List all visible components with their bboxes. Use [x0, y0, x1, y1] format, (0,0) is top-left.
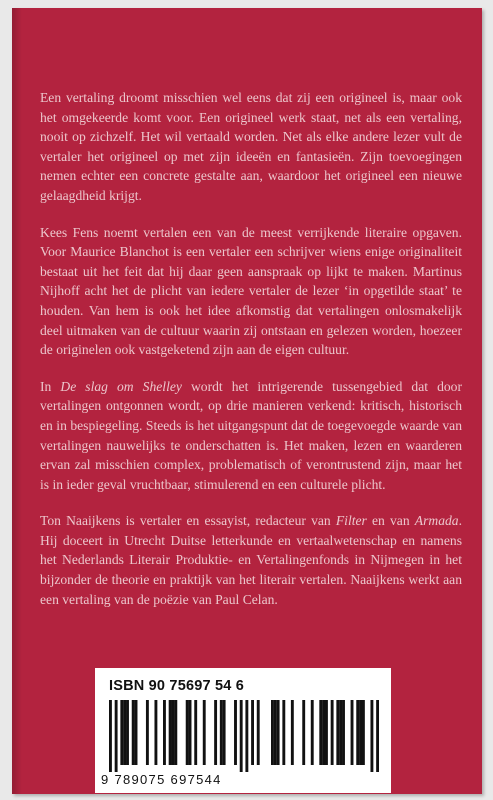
barcode-bar: [203, 700, 206, 765]
barcode-bar: [359, 700, 362, 765]
barcode-bar: [223, 700, 226, 765]
barcode-bar: [220, 700, 223, 765]
barcode-bar: [234, 700, 237, 765]
barcode-bar: [115, 700, 118, 772]
bio-part-a: Ton Naaijkens is vertaler en essayist, redacteur van: [40, 513, 336, 529]
blurb-paragraph-3: [40, 377, 462, 495]
barcode-bar: [291, 700, 294, 765]
barcode-bar: [146, 700, 149, 765]
barcode-bar: [245, 700, 248, 772]
blurb-paragraph-1: Een vertaling droomt misschien wel eens dat zij een origineel is, maar ook het omgekeerde komt voor. Een origineel werk staat, net als een vertaling, nooit op zichzelf. Het wil vertaald worden. Net als elke andere lezer vult de vertaler het origineel op met zijn ideeën en fantasieën. Zijn toevoegingen nemen echter een concrete gestalte aan, waardoor het origineel een nieuwe gelaagdheid krijgt.: [40, 90, 462, 203]
blurb-paragraph-2: Kees Fens noemt vertalen een van de meest verrijkende literaire opgaven. Voor Maurice Blanchot is een vertaler een schrijver wiens enige originaliteit bestaat uit het feit dat hij daar geen aanspraak op lijkt te maken. Martinus Nijhoff acht het de plicht van iedere vertaler de lezer ‘in opgetilde staat’ te houden. Van hem is ook het idee afkomstig dat vertalingen onlosmakelijk deel uitmaken van de cultuur waarin zij ontstaan en gelezen worden, hoezeer de originelen ook vastgeketend zijn aan de eigen cultuur.: [40, 224, 462, 358]
barcode-bar: [322, 700, 325, 765]
barcode-bar: [302, 700, 305, 765]
barcode-bar: [277, 700, 280, 765]
back-cover: [12, 8, 482, 794]
author-bio: [40, 511, 462, 609]
barcode-bar: [194, 700, 197, 765]
barcode-bar: [214, 700, 217, 765]
barcode-bar: [331, 700, 334, 765]
barcode-bar: [186, 700, 189, 765]
barcode-bar: [342, 700, 345, 765]
barcode-bar: [356, 700, 359, 765]
barcode-bar: [339, 700, 342, 765]
journal-filter: Filter: [335, 513, 367, 529]
barcode-bar: [271, 700, 274, 765]
journal-armada: Armada: [414, 513, 459, 529]
barcode-bar: [109, 700, 112, 772]
barcode-bar: [154, 700, 157, 765]
barcode-bar: [174, 700, 177, 765]
barcode-box: [95, 668, 391, 793]
barcode-bar: [189, 700, 192, 765]
isbn-label: ISBN 90 75697 54 6: [109, 678, 244, 694]
ean-digits: 9 789075 697544: [101, 772, 222, 787]
p3-prefix: In: [40, 378, 61, 394]
barcode-bar: [169, 700, 172, 765]
barcode-bar: [319, 700, 322, 765]
barcode-bar: [362, 700, 365, 765]
barcode-bar: [336, 700, 339, 765]
bio-part-c: . Hij doceert in Utrecht Duitse letterkunde en vertaalwetenschap en namens het Nederlands Literair Produktie- en Vertalingenfonds in Nijmegen in het bijzonder de theorie en praktijk van het literair vertalen. Naaijkens werkt aan een vertaling van de poëzie van Paul Celan.: [40, 513, 463, 607]
barcode-bar: [257, 700, 260, 765]
barcode-bar: [135, 700, 138, 765]
barcode-bar: [274, 700, 277, 765]
bio-part-b: en van: [366, 513, 415, 529]
barcode-bar: [351, 700, 354, 765]
barcode-bar: [311, 700, 314, 765]
barcode-bar: [376, 700, 379, 772]
barcode-bar: [325, 700, 328, 765]
barcode-bar: [126, 700, 129, 765]
spine-shadow: [12, 8, 22, 794]
book-title: De slag om Shelley: [60, 378, 182, 394]
barcode-bar: [240, 700, 243, 772]
ean-barcode: [109, 700, 379, 772]
barcode-bar: [370, 700, 373, 772]
barcode-bar: [172, 700, 175, 765]
blurb-text: [40, 88, 462, 626]
barcode-bar: [251, 700, 254, 765]
barcode-bar: [282, 700, 285, 765]
barcode-bar: [120, 700, 123, 765]
barcode-bar: [132, 700, 135, 765]
barcode-bar: [123, 700, 126, 765]
p3-rest: wordt het intrigerende tussengebied dat door vertalingen ontgonnen wordt, op drie manieren verkend: kritisch, historisch en in bespiegeling. Steeds is het uitgangspunt dat de toegevoegde waarde van vertalingen nauwelijks te onderschatten is. Het maken, lezen en waarderen ervan zal misschien complex, problematisch of verontrustend zijn, maar het is in ieder geval vruchtbaar, stimulerend en een culturele plicht.: [40, 378, 462, 492]
barcode-bar: [163, 700, 166, 765]
